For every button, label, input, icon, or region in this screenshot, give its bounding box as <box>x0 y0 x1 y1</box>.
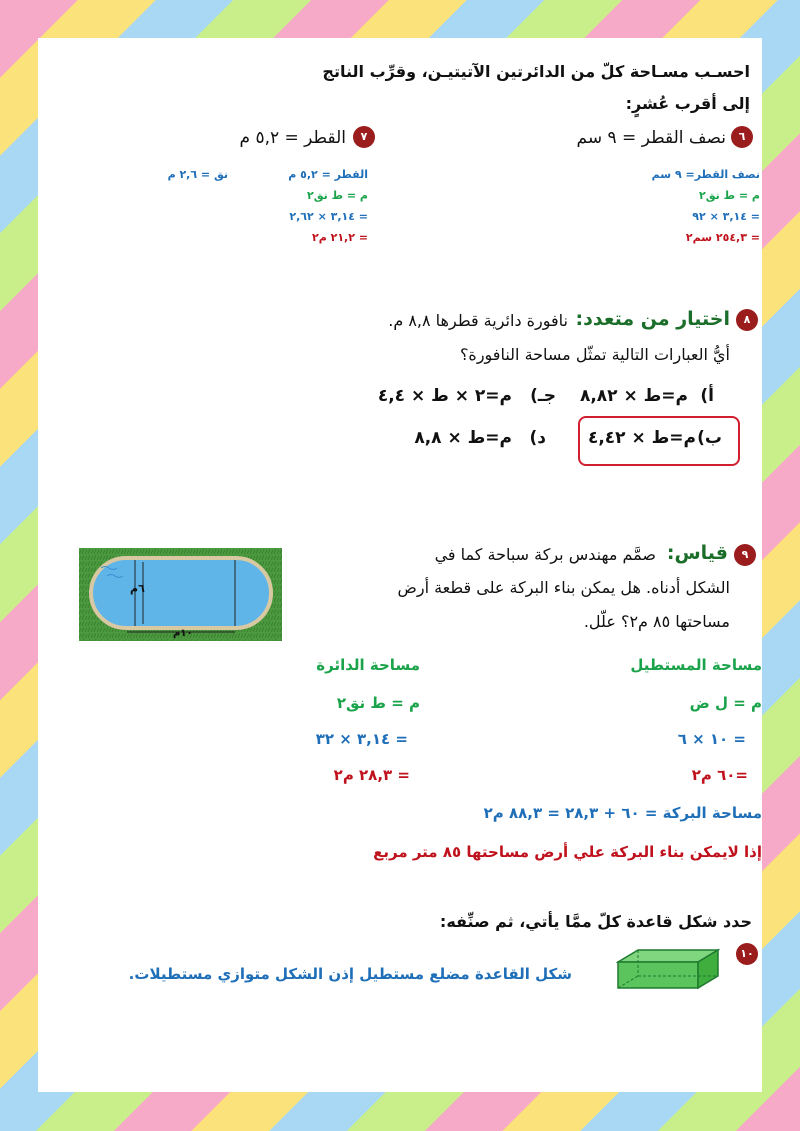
circle-formula: م = ط نق٢ <box>336 694 420 712</box>
q9-line-1: صمَّم مهندس بركة سباحة كما في <box>434 545 656 564</box>
option-c-letter: جـ) <box>530 386 556 406</box>
q9-line-2: الشكل أدناه. هل يمكن بناء البركة على قطعة أرض <box>397 578 730 597</box>
option-c-expr: م=٢ × ط × ٤,٤ <box>377 386 512 406</box>
q8-label: اختيار من متعدد: <box>575 308 730 330</box>
q6-work-3: = ٣,١٤ × ٩٢ <box>692 210 760 223</box>
rect-formula: م = ل ض <box>689 694 762 712</box>
q7-work-3: = ٣,١٤ × ٢,٦٢ <box>289 210 368 223</box>
q10-heading: حدد شكل قاعدة كلّ ممَّا يأتي، ثم صنِّفه: <box>439 912 752 931</box>
circle-result: = ٢٨,٣ م٢ <box>333 766 410 784</box>
q6-work-1: نصف القطر= ٩ سم <box>651 168 760 181</box>
q6-work-2: م = ط نق٢ <box>699 189 760 202</box>
rect-area-title: مساحة المستطيل <box>630 656 762 674</box>
rect-result: =٦٠ م٢ <box>691 766 748 784</box>
intro-line-2: إلى أقرب عُشرٍ: <box>625 94 750 113</box>
option-a-expr: م=ط × ٨,٨٢ <box>579 386 688 406</box>
pool-length-label: ١٠م <box>173 628 193 639</box>
question-8-badge: ٨ <box>736 309 758 331</box>
question-9-badge: ٩ <box>734 544 756 566</box>
pool-conclusion: إذا لايمكن بناء البركة علي أرض مساحتها ٨٥ متر مربع <box>373 843 762 861</box>
q6-work-4: = ٢٥٤,٣ سم٢ <box>685 231 760 244</box>
question-6-badge: ٦ <box>731 126 753 148</box>
option-a-letter: أ) <box>700 386 714 406</box>
q7-work-1b: نق = ٢,٦ م <box>167 168 228 181</box>
q8-question: أيُّ العبارات التالية تمثّل مساحة النافورة؟ <box>459 345 730 364</box>
q7-work-4: = ٢١,٢ م٢ <box>312 231 368 244</box>
circle-area-title: مساحة الدائرة <box>316 656 420 674</box>
intro-line-1: احسـب مسـاحة كلّ من الدائرتين الآتيتيـن، وقرِّب الناتج <box>322 62 750 81</box>
q10-answer: شكل القاعدة مضلع مستطيل إذن الشكل متوازي مستطيلات. <box>128 965 572 983</box>
question-7-badge: ٧ <box>353 126 375 148</box>
q8-text: نافورة دائرية قطرها ٨,٨ م. <box>388 311 568 330</box>
option-d-letter: د) <box>529 428 546 448</box>
rect-calc: = ١٠ × ٦ <box>677 730 746 748</box>
option-d-expr: م=ط × ٨,٨ <box>414 428 512 448</box>
q9-label: قياس: <box>666 542 728 564</box>
option-b-letter: ب) <box>697 428 722 448</box>
circle-calc: = ٣,١٤ × ٣٢ <box>315 730 408 748</box>
q7-work-1a: القطر = ٥,٢ م <box>288 168 368 181</box>
option-b-expr: م=ط × ٤,٤٢ <box>587 428 696 448</box>
q7-work-2: م = ط نق٢ <box>307 189 368 202</box>
pool-width-label: ٦م <box>130 582 145 595</box>
pool-figure <box>79 548 282 641</box>
prism-figure <box>616 948 720 990</box>
q6-title: نصف القطر = ٩ سم <box>576 128 726 148</box>
q9-line-3: مساحتها ٨٥ م٢؟ علّل. <box>583 612 730 631</box>
question-10-badge: ١٠ <box>736 943 758 965</box>
pool-total-area: مساحة البركة = ٦٠ + ٢٨,٣ = ٨٨,٣ م٢ <box>483 804 762 822</box>
q7-title: القطر = ٥,٢ م <box>239 128 346 148</box>
